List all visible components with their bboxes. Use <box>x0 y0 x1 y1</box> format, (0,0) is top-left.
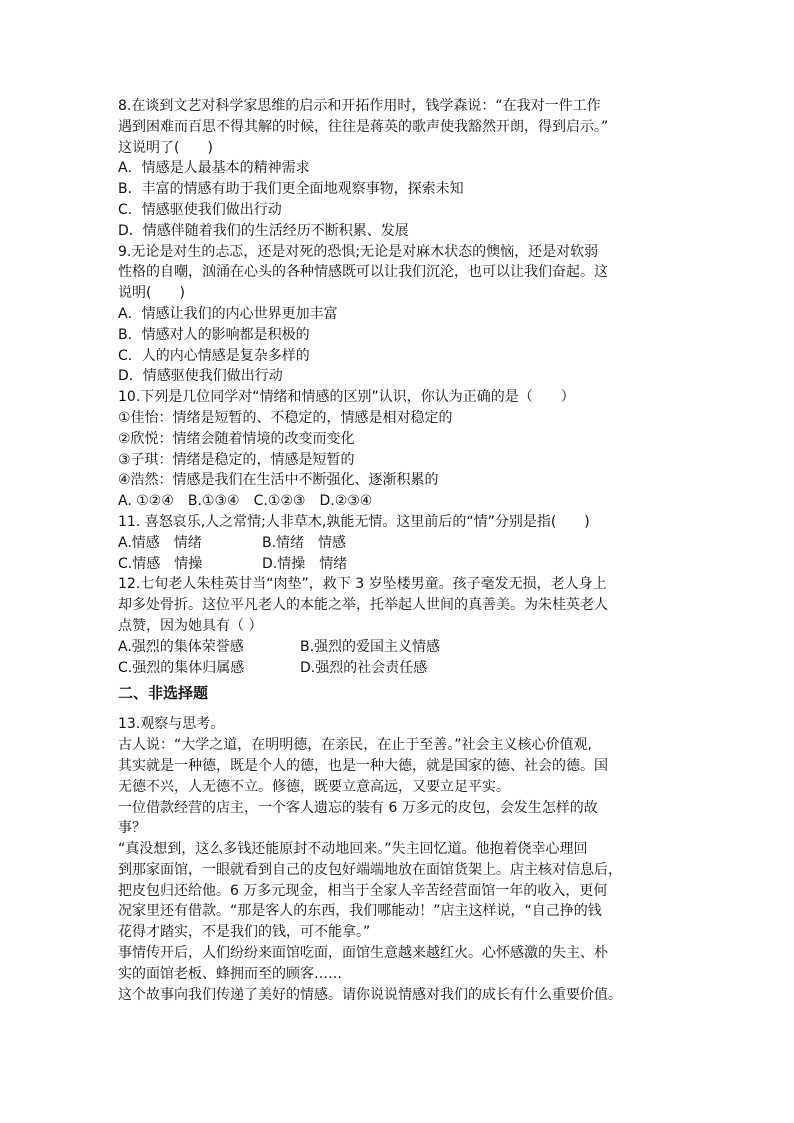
question-11-options-row <box>118 533 683 554</box>
question-10-stem: 10.下列是几位同学对“情绪和情感的区别”认识，你认为正确的是（ ） <box>118 389 575 406</box>
question-8-option-d: D．情感伴随着我们的生活经历不断积累、发展 <box>118 222 409 239</box>
question-13-line: 花得才踏实，不是我们的钱，可不能拿。” <box>118 924 371 941</box>
question-13-line: 到那家面馆，一眼就看到自己的皮包好端端地放在面馆货架上。店主核对信息后， <box>118 861 622 878</box>
question-8-option-c: C．情感驱使我们做出行动 <box>118 201 282 218</box>
question-10-item-4: ④浩然：情感是我们在生活中不断强化、逐渐积累的 <box>118 472 439 489</box>
section-title: 二、非选择题 <box>118 684 209 703</box>
question-13-line: 事？ <box>118 820 146 837</box>
question-11 <box>118 512 683 574</box>
question-13-line: 古人说：“大学之道，在明明德，在亲民，在止于至善。”社会主义核心价值观, <box>118 737 592 754</box>
question-10-item-1: ①佳怡：情绪是短暂的、不稳定的，情感是相对稳定的 <box>118 409 453 426</box>
question-12-option-b: B.强烈的爱国主义情感 <box>300 638 441 655</box>
question-13-line: 一位借款经营的店主，一个客人遗忘的装有 6 万多元的皮包，会发生怎样的故 <box>118 799 598 816</box>
question-12-stem-line: 却多处骨折。这位平凡老人的本能之举，托举起人世间的真善美。为朱桂英老人 <box>118 597 608 614</box>
question-9-option-a: A．情感让我们的内心世界更加丰富 <box>118 305 338 322</box>
question-13 <box>118 714 683 1005</box>
question-8-stem-line: 遇到困难而百思不得其解的时候，往往是蒋英的歌声使我豁然开朗，得到启示。” <box>118 118 609 135</box>
question-10-options: A. ①②④ B.①③④ C.①②③ D.②③④ <box>118 493 373 510</box>
question-13-line: 实的面馆老板、蜂拥而至的顾客…… <box>118 965 342 982</box>
question-8-option-a: A．情感是人最基本的精神需求 <box>118 160 310 177</box>
question-10-item-2: ②欣悦：情绪会随着情境的改变而变化 <box>118 430 355 447</box>
question-12-option-a: A.强烈的集体荣誉感 <box>118 638 244 655</box>
question-13-line: 其实就是一种德，既是个人的德，也是一种大德，就是国家的德、社会的德。国 <box>118 757 608 774</box>
question-12-options-row <box>118 658 683 679</box>
question-9-option-c: C．人的内心情感是复杂多样的 <box>118 347 310 364</box>
question-11-option-a: A.情感 情绪 <box>118 534 202 551</box>
question-12-stem-line: 12.七旬老人朱桂英甘当“肉垫”，救下 3 岁坠楼男童。孩子毫发无损，老人身上 <box>118 576 607 593</box>
question-9-stem-line: 说明( ) <box>118 285 185 302</box>
question-8 <box>118 96 683 242</box>
question-9 <box>118 242 683 388</box>
question-10 <box>118 387 683 512</box>
question-11-option-d: D.情操 情绪 <box>262 555 348 572</box>
question-13-line: 这个故事向我们传递了美好的情感。请你说说情感对我们的成长有什么重要价值。 <box>118 986 622 1003</box>
question-12-option-d: D.强烈的社会责任感 <box>300 659 428 676</box>
question-9-option-d: D．情感驱使我们做出行动 <box>118 368 283 385</box>
question-13-line: “真没想到，这么多钱还能原封不动地回来。”失主回忆道。他抱着侥幸心理回 <box>118 841 588 858</box>
question-11-options-row <box>118 554 683 575</box>
question-8-stem-line: 这说明了( ) <box>118 139 213 156</box>
question-13-line: 把皮包归还给他。6 万多元现金，相当于全家人辛苦经营面馆一年的收入，更何 <box>118 882 608 899</box>
question-12-stem-line: 点赞，因为她具有（ ） <box>118 617 263 634</box>
question-9-option-b: B．情感对人的影响都是积极的 <box>118 326 310 343</box>
question-13-title: 13.观察与思考。 <box>118 716 225 733</box>
question-12 <box>118 574 683 678</box>
document-content <box>118 96 683 1005</box>
question-10-item-3: ③子琪：情绪是稳定的，情感是短暂的 <box>118 451 355 468</box>
question-11-stem: 11. 喜怒哀乐,人之常情;人非草木,孰能无情。这里前后的“情”分别是指( ) <box>118 513 590 530</box>
question-11-option-b: B.情绪 情感 <box>262 534 347 551</box>
question-13-line: 况家里还有借款。“那是客人的东西，我们哪能动！”店主这样说，“自己挣的钱 <box>118 903 602 920</box>
question-8-stem-line: 8.在谈到文艺对科学家思维的启示和开拓作用时，钱学森说：“在我对一件工作 <box>118 98 601 114</box>
question-13-line: 事情传开后，人们纷纷来面馆吃面，面馆生意越来越红火。心怀感激的失主、朴 <box>118 945 608 962</box>
question-8-option-b: B．丰富的情感有助于我们更全面地观察事物，探索未知 <box>118 181 464 198</box>
question-12-options-row <box>118 637 683 658</box>
question-11-option-c: C.情感 情操 <box>118 555 203 572</box>
question-13-line: 无德不兴，人无德不立。修德，既要立意高远，又要立足平实。 <box>118 778 510 795</box>
question-9-stem-line: 性格的自嘲，汹涌在心头的各种情感既可以让我们沉沦，也可以让我们奋起。这 <box>118 264 608 281</box>
question-9-stem-line: 9.无论是对生的忐忑，还是对死的恐惧;无论是对麻木状态的懊恼，还是对软弱 <box>118 243 599 260</box>
question-12-option-c: C.强烈的集体归属感 <box>118 659 245 676</box>
